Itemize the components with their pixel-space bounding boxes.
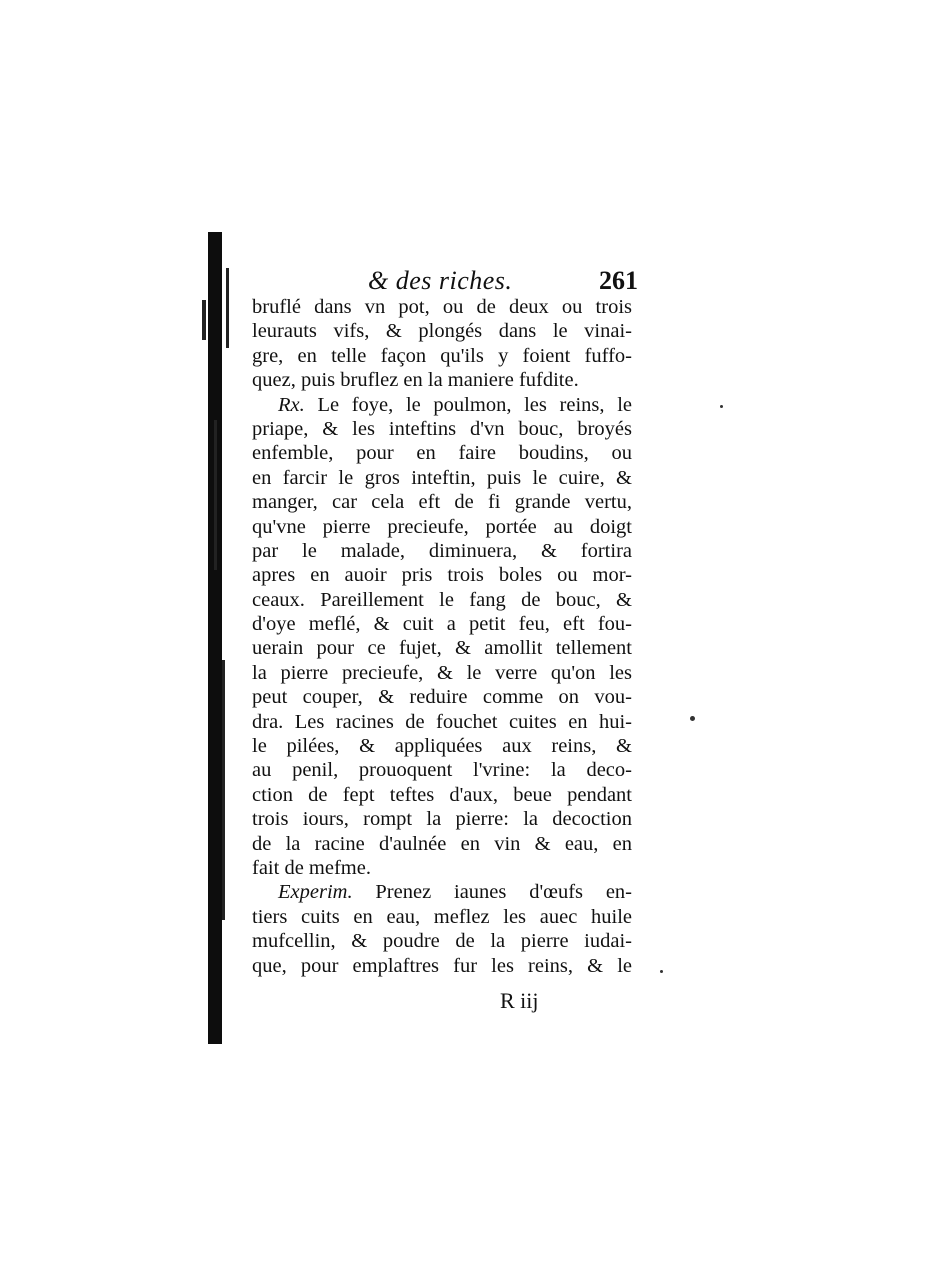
text-line: leurauts vifs, & plongés dans le vinai- <box>252 320 632 343</box>
recipe-marker: Rx. <box>278 393 305 416</box>
text-line: par le malade, diminuera, & fortira <box>252 539 632 562</box>
text-line: trois iours, rompt la pierre: la decoction <box>252 808 632 831</box>
text-line: que, pour emplaftres fur les reins, & le <box>252 954 632 977</box>
margin-speck <box>226 268 229 348</box>
text-line: la pierre precieufe, & le verre qu'on les <box>252 661 632 684</box>
text-span: Prenez iaunes d'œufs en- <box>375 881 632 904</box>
body-text <box>252 295 632 978</box>
running-head: & des riches. <box>368 266 513 295</box>
text-line: apres en auoir pris trois boles ou mor- <box>252 564 632 587</box>
text-line: le pilées, & appliquées aux reins, & <box>252 735 632 758</box>
text-line: uerain pour ce fujet, & amollit tellement <box>252 637 632 660</box>
margin-speck <box>222 660 225 920</box>
text-line: peut couper, & reduire comme on vou- <box>252 686 632 709</box>
page-number: 261 <box>599 266 638 295</box>
text-line: ceaux. Pareillement le fang de bouc, & <box>252 588 632 611</box>
binding-gutter <box>208 232 222 1044</box>
text-line: d'oye meflé, & cuit a petit feu, eft fou- <box>252 613 632 636</box>
text-line: fait de mefme. <box>252 856 371 879</box>
margin-speck <box>202 300 206 340</box>
text-line: quez, puis bruflez en la maniere fufdite. <box>252 369 579 392</box>
margin-dot <box>720 405 723 408</box>
experiment-marker: Experim. <box>278 881 353 904</box>
text-line: dra. Les racines de fouchet cuites en hui- <box>252 710 632 733</box>
margin-dot <box>690 716 695 721</box>
text-line: bruflé dans vn pot, ou de deux ou trois <box>252 296 632 318</box>
text-line: manger, car cela eft de fi grande vertu, <box>252 491 632 514</box>
text-line: qu'vne pierre precieufe, portée au doigt <box>252 515 632 538</box>
paragraph-first-line <box>252 393 632 417</box>
text-line: au penil, prouoquent l'vrine: la deco- <box>252 759 632 782</box>
paragraph-first-line <box>252 880 632 904</box>
margin-dot <box>660 970 663 973</box>
margin-speck <box>214 420 217 570</box>
signature-mark: R iij <box>500 988 539 1013</box>
text-line: gre, en telle façon qu'ils y foient fuffo- <box>252 344 632 367</box>
text-line: de la racine d'aulnée en vin & eau, en <box>252 832 632 855</box>
text-span: Le foye, le poulmon, les reins, le <box>317 393 632 416</box>
text-line: priape, & les inteftins d'vn bouc, broyés <box>252 417 632 440</box>
text-line: en farcir le gros inteftin, puis le cuire, & <box>252 466 632 489</box>
text-line: ction de fept teftes d'aux, beue pendant <box>252 783 632 806</box>
text-line: enfemble, pour en faire boudins, ou <box>252 442 632 465</box>
text-line: mufcellin, & poudre de la pierre iudai- <box>252 930 632 953</box>
text-line: tiers cuits en eau, meflez les auec huile <box>252 905 632 928</box>
